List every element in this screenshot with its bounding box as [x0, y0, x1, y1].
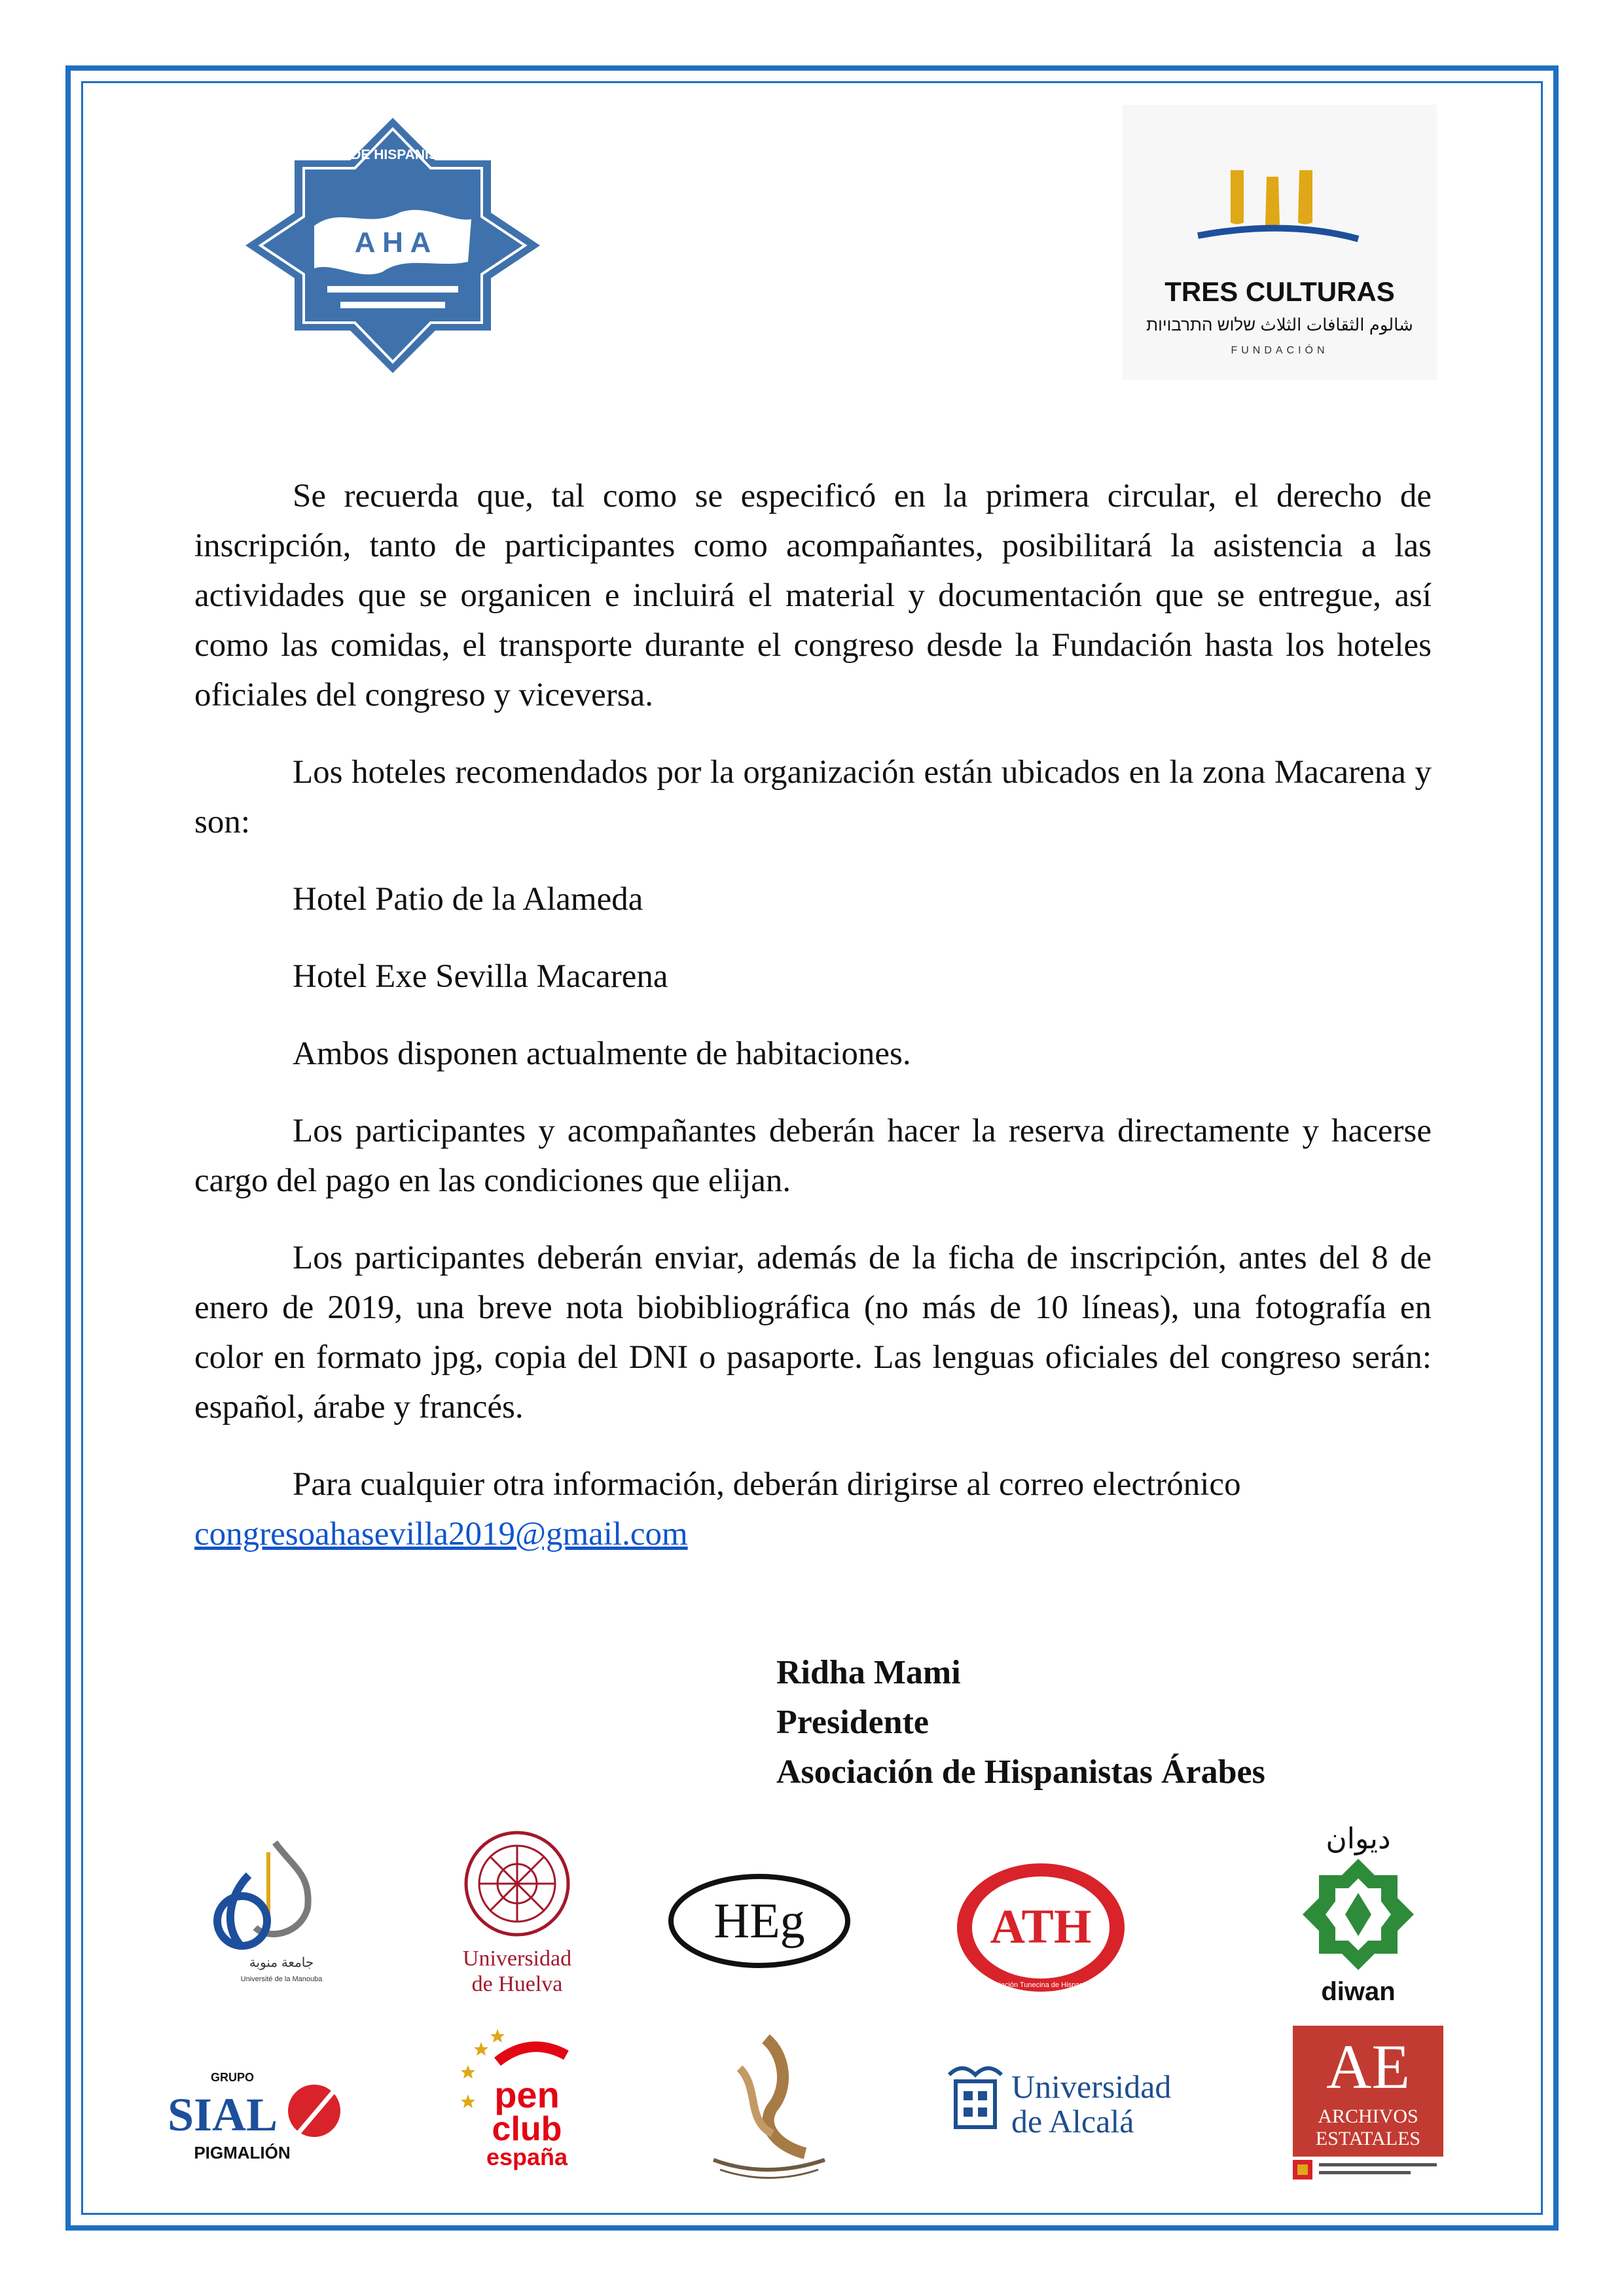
hotel-item-1: Hotel Patio de la Alameda — [293, 881, 643, 918]
archivos-line2: ESTATALES — [1315, 2128, 1421, 2149]
tres-culturas-subtitle: شالوم الثقافات الثلاث שלוש התרבויות — [1146, 315, 1413, 334]
tres-culturas-logo — [1123, 105, 1437, 380]
paragraph-registration: Se recuerda que, tal como se especificó en la primera circular, el derecho de inscripción, tanto de participantes como acompañantes, posibilitará la asistencia a las actividades que se organicen e incluirá el material y documentación que se entregue, así como las comidas, el transporte durante el congreso desde la Fundación hasta los hoteles oficiales del congreso y viceversa. — [194, 478, 1432, 713]
ath-text: ATH — [990, 1900, 1092, 1954]
signature-block — [776, 1648, 1265, 1797]
signature-role: Presidente — [776, 1704, 929, 1741]
alcala-line2: de Alcalá — [1011, 2103, 1134, 2140]
pen-line1: pen — [494, 2074, 560, 2115]
ath-logo — [952, 1859, 1129, 2003]
calligraphy-logo — [694, 2029, 844, 2179]
ath-ring-text: Asociación Tunecina de Hispanistas — [983, 1981, 1099, 1989]
alcala-logo — [936, 2055, 1185, 2147]
paragraph-submission: Los participantes deberán enviar, además de la ficha de inscripción, antes del 8 de enero de 2019, una breve nota biobibliográfica (no más de 10 líneas), una fotografía en color en formato jpg, copia del DNI o pasaporte. Las lenguas oficiales del congreso serán: español, árabe y francés. — [194, 1240, 1432, 1426]
diwan-latin: diwan — [1321, 1977, 1396, 2006]
diwan-arabic: ديوان — [1326, 1823, 1391, 1855]
heg-text: HEg — [713, 1893, 805, 1948]
aha-logo — [242, 115, 543, 376]
archivos-estatales-logo — [1293, 2026, 1443, 2179]
manouba-latin: Université de la Manouba — [240, 1975, 323, 1983]
diwan-logo — [1283, 1820, 1434, 2009]
tres-culturas-title: TRES CULTURAS — [1164, 276, 1395, 307]
alcala-line1: Universidad — [1011, 2068, 1172, 2105]
signature-organization: Asociación de Hispanistas Árabes — [776, 1753, 1265, 1791]
aha-ring-text: ASOCIACIÓN DE HISPANISTAS ÁRABES — [259, 147, 526, 162]
signature-name: Ridha Mami — [776, 1654, 961, 1691]
heg-logo — [668, 1872, 851, 1970]
aha-letters: A H A — [354, 226, 431, 259]
sial-name: SIAL — [167, 2089, 278, 2141]
pen-line3: españa — [486, 2144, 568, 2170]
tres-culturas-foundation: FUNDACIÓN — [1231, 345, 1329, 356]
pen-line2: club — [492, 2110, 562, 2148]
paragraph-availability: Ambos disponen actualmente de habitaciones. — [293, 1035, 911, 1072]
archivos-initials: AE — [1326, 2032, 1410, 2102]
contact-email-link[interactable]: congresoahasevilla2019@gmail.com — [194, 1516, 688, 1552]
hotel-item-2: Hotel Exe Sevilla Macarena — [293, 958, 668, 995]
paragraph-hotels-intro: Los hoteles recomendados por la organización están ubicados en la zona Macarena y son: — [194, 754, 1432, 840]
pen-club-logo — [458, 2022, 576, 2173]
sial-logo — [157, 2055, 353, 2166]
sial-sub: PIGMALIÓN — [194, 2143, 291, 2162]
huelva-line1: Universidad — [462, 1946, 572, 1971]
letter-body — [194, 471, 1432, 1559]
huelva-line2: de Huelva — [471, 1972, 563, 1996]
manouba-logo — [196, 1836, 327, 1986]
paragraph-contact: Para cualquier otra información, deberán dirigirse al correo electrónico — [293, 1466, 1241, 1503]
paragraph-reservation: Los participantes y acompañantes deberán hacer la reserva directamente y hacerse cargo del pago en las condiciones que elijan. — [194, 1113, 1432, 1199]
manouba-arabic: جامعة منوبة — [249, 1956, 314, 1970]
archivos-line1: ARCHIVOS — [1318, 2106, 1418, 2127]
huelva-logo — [452, 1826, 583, 2003]
sial-grupo: GRUPO — [210, 2071, 255, 2084]
